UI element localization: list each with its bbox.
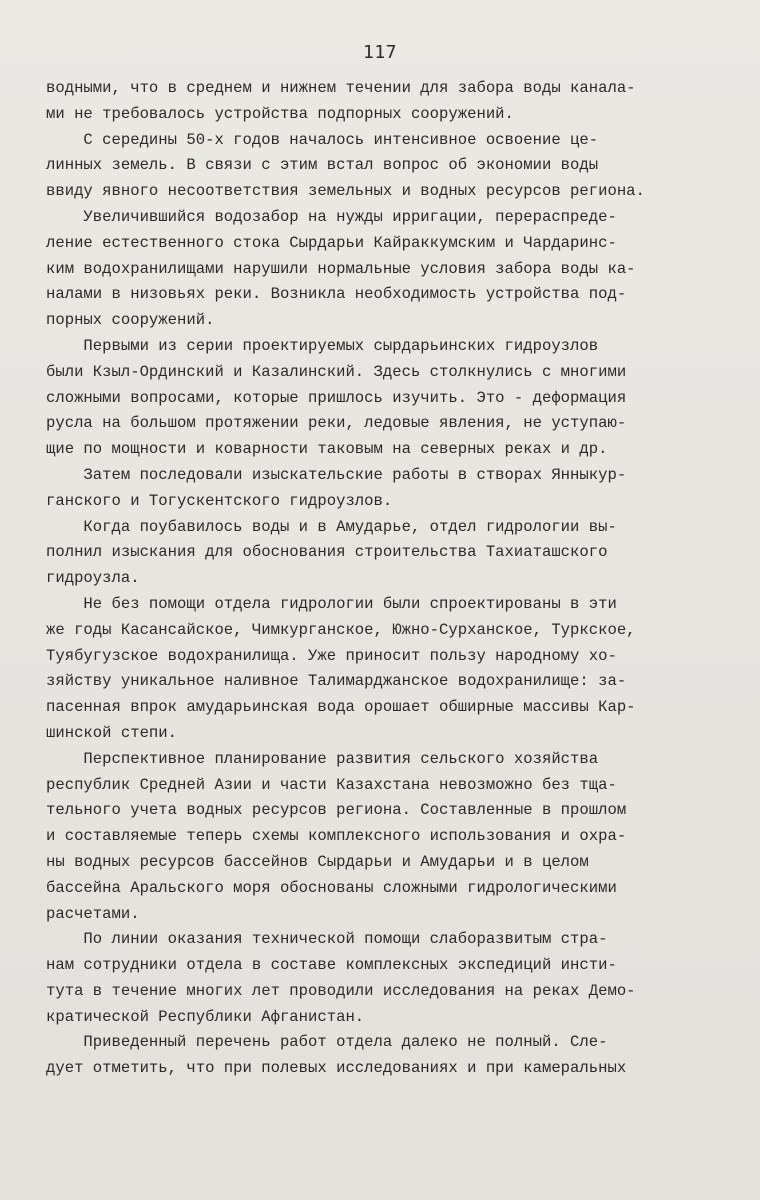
text-line: кратической Республики Афганистан. [46,1007,365,1026]
text-line: нам сотрудники отдела в составе комплексных экспедиций инсти- [46,956,617,975]
text-line: Туябугузское водохранилища. Уже приносит пользу народному хо- [46,646,617,665]
page-number: 117 [362,42,397,63]
text-line: тута в течение многих лет проводили исследования на реках Демо- [46,981,636,1000]
text-line: пасенная впрок амударьинская вода орошает обширные массивы Кар- [46,698,636,717]
text-line: дует отметить, что при полевых исследованиях и при камеральных [46,1059,627,1078]
text-line: ким водохранилищами нарушили нормальные условия забора воды ка- [46,259,636,278]
text-line: линных земель. В связи с этим встал вопрос об экономии воды [46,156,599,175]
text-line: республик Средней Азии и части Казахстана невозможно без тща- [46,775,617,794]
text-line: Затем последовали изыскательские работы в створах Янныкур- [46,465,627,484]
text-line: сложными вопросами, которые пришлось изучить. Это - деформация [46,388,627,407]
text-line: полнил изыскания для обоснования строительства Тахиаташского [46,543,608,562]
text-line: Первыми из серии проектируемых сырдарьинских гидроузлов [46,336,599,355]
text-line: же годы Касансайское, Чимкурганское, Южно-Сурханское, Туркское, [46,620,636,639]
text-line: Перспективное планирование развития сельского хозяйства [46,749,599,768]
text-line: были Кзыл-Ординский и Казалинский. Здесь столкнулись с многими [46,362,627,381]
text-line: порных сооружений. [46,311,215,330]
body-text [46,76,726,1082]
text-line: тельного учета водных ресурсов региона. Составленные в прошлом [46,801,627,820]
text-line: Не без помощи отдела гидрологии были спроектированы в эти [46,594,617,613]
text-line: Приведенный перечень работ отдела далеко не полный. Сле- [46,1033,608,1052]
text-line: Увеличившийся водозабор на нужды ирригации, перераспреде- [46,207,617,226]
text-line: и составляемые теперь схемы комплексного использования и охра- [46,827,627,846]
text-line: ганского и Тогускентского гидроузлов. [46,491,393,510]
text-line: ны водных ресурсов бассейнов Сырдарьи и Амударьи и в целом [46,852,589,871]
text-line: шинской степи. [46,723,178,742]
text-line: зяйству уникальное наливное Талимарджанское водохранилище: за- [46,672,627,691]
text-line: Когда поубавилось воды и в Амударье, отдел гидрологии вы- [46,517,617,536]
text-line: щие по мощности и коварности таковым на северных реках и др. [46,440,608,459]
text-line: С середины 50-х годов началось интенсивное освоение це- [46,130,599,149]
text-line: русла на большом протяжении реки, ледовые явления, не уступаю- [46,414,627,433]
text-line: водными, что в среднем и нижнем течении для забора воды канала- [46,79,636,97]
text-line: ми не требовалось устройства подпорных сооружений. [46,104,514,123]
text-line: ление естественного стока Сырдарьи Кайраккумским и Чардаринс- [46,233,617,252]
text-line: бассейна Аральского моря обоснованы сложными гидрологическими [46,878,617,897]
text-line: налами в низовьях реки. Возникла необходимость устройства под- [46,285,627,304]
text-line: По линии оказания технической помощи слаборазвитым стра- [46,930,608,949]
text-line: гидроузла. [46,569,140,588]
text-line: расчетами. [46,904,140,923]
text-line: ввиду явного несоответствия земельных и водных ресурсов региона. [46,182,645,201]
